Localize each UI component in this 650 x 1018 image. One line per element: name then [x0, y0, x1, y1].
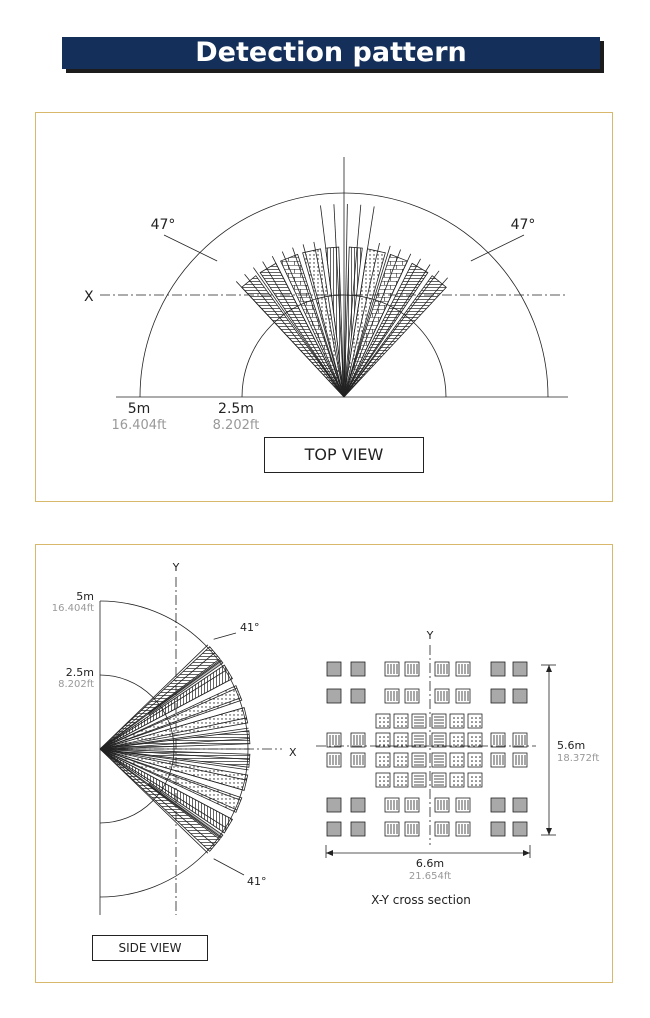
xy-cell-dot	[379, 756, 381, 758]
xy-cell-dot	[379, 780, 381, 782]
xy-cell-dot	[387, 780, 389, 782]
xy-cell-dot	[383, 776, 385, 778]
xy-cell-dot	[475, 760, 477, 762]
xy-cell-dot	[383, 721, 385, 723]
xy-cell-dot	[461, 736, 463, 738]
xy-cell-dot	[387, 721, 389, 723]
xy-cell-dot	[401, 760, 403, 762]
top-angle-right-label: 47°	[510, 217, 536, 233]
top-view-label: TOP VIEW	[264, 437, 424, 473]
xy-cell-dot	[401, 744, 403, 746]
xy-cell-dot	[457, 717, 459, 719]
xy-cell-grey	[491, 689, 505, 703]
xy-cell-dot	[475, 756, 477, 758]
top-range-inner-ft: 8.202ft	[212, 418, 260, 433]
xy-cell-dot	[383, 756, 385, 758]
xy-cell-grey	[351, 662, 365, 676]
top-range-inner-m: 2.5m	[218, 401, 254, 417]
side-axis-x-label: X	[289, 746, 297, 759]
xy-cell-dot	[457, 784, 459, 786]
xy-cell-dot	[461, 740, 463, 742]
xy-cell-dot	[383, 764, 385, 766]
xy-cell-dot	[379, 764, 381, 766]
top-angle-left-label: 47°	[150, 217, 176, 233]
xy-cell-dot	[401, 717, 403, 719]
xy-cell-dot	[379, 740, 381, 742]
side-angle-top-line	[214, 633, 236, 639]
xy-cell-dot	[475, 776, 477, 778]
xy-cell-dot	[479, 784, 481, 786]
xy-cell-dot	[475, 764, 477, 766]
xy-height-arrow-bottom	[546, 828, 552, 835]
page-title: Detection pattern	[62, 37, 600, 69]
xy-cell-dot	[387, 784, 389, 786]
xy-cell-dot	[401, 740, 403, 742]
side-axis-y-label: Y	[172, 561, 180, 574]
xy-cell-grey	[327, 798, 341, 812]
xy-cell-dot	[405, 717, 407, 719]
xy-cell-dot	[475, 784, 477, 786]
xy-cell-dot	[387, 736, 389, 738]
xy-cell-dot	[479, 721, 481, 723]
xy-cell-dot	[475, 721, 477, 723]
xy-cell-dot	[471, 725, 473, 727]
xy-cell-dot	[457, 744, 459, 746]
xy-cell-dot	[383, 780, 385, 782]
xy-cell-dot	[379, 725, 381, 727]
top-view-panel	[35, 112, 613, 502]
xy-cell-grey	[513, 689, 527, 703]
xy-cell-dot	[383, 740, 385, 742]
xy-cell-dot	[471, 717, 473, 719]
xy-cell-dot	[453, 721, 455, 723]
side-view-diagram	[36, 545, 612, 982]
xy-cell-dot	[453, 760, 455, 762]
xy-cell-dot	[475, 780, 477, 782]
xy-cell-grey	[327, 822, 341, 836]
xy-height-arrow-top	[546, 665, 552, 672]
side-view-panel	[35, 544, 613, 983]
xy-cell-dot	[405, 756, 407, 758]
xy-cell-dot	[475, 736, 477, 738]
xy-cell-dot	[475, 740, 477, 742]
top-angle-right-line	[471, 235, 524, 261]
xy-cell-dot	[461, 744, 463, 746]
xy-cell-dot	[401, 780, 403, 782]
xy-cell-dot	[401, 725, 403, 727]
xy-cell-dot	[387, 740, 389, 742]
xy-cell-grey	[491, 822, 505, 836]
xy-cell-dot	[387, 744, 389, 746]
xy-cell-dot	[397, 736, 399, 738]
xy-cell-dot	[457, 760, 459, 762]
xy-axis-y-label: Y	[426, 629, 434, 642]
xy-cell-dot	[387, 764, 389, 766]
xy-cell-dot	[453, 756, 455, 758]
xy-cell-grey	[513, 662, 527, 676]
xy-cell-dot	[471, 784, 473, 786]
xy-cell-dot	[461, 776, 463, 778]
xy-width-arrow-left	[326, 850, 333, 856]
xy-cell-dot	[405, 721, 407, 723]
xy-cell-dot	[397, 784, 399, 786]
xy-cell-dot	[475, 717, 477, 719]
xy-cell-dot	[461, 725, 463, 727]
xy-cell-dot	[405, 736, 407, 738]
xy-cell-dot	[401, 756, 403, 758]
xy-cell-grey	[327, 689, 341, 703]
xy-cell-dot	[453, 764, 455, 766]
xy-cell-dot	[397, 776, 399, 778]
xy-cell-dot	[457, 740, 459, 742]
xy-cell-dot	[387, 725, 389, 727]
xy-width-ft: 21.654ft	[408, 871, 452, 882]
xy-height-ft: 18.372ft	[557, 753, 600, 764]
xy-width-arrow-right	[523, 850, 530, 856]
xy-cell-dot	[397, 760, 399, 762]
xy-cell-dot	[397, 780, 399, 782]
xy-cell-dot	[405, 764, 407, 766]
xy-cell-dot	[461, 760, 463, 762]
side-angle-bottom-label: 41°	[247, 875, 267, 888]
side-range-outer-m: 5m	[76, 590, 94, 603]
top-axis-x-label: X	[84, 289, 94, 305]
xy-cell-dot	[453, 736, 455, 738]
xy-caption: X-Y cross section	[371, 893, 471, 907]
xy-cell-dot	[457, 736, 459, 738]
xy-cell-dot	[379, 760, 381, 762]
xy-cell-dot	[397, 725, 399, 727]
xy-cell-dot	[461, 717, 463, 719]
xy-width-m: 6.6m	[415, 857, 445, 870]
xy-cell-dot	[401, 784, 403, 786]
xy-cell-dot	[387, 717, 389, 719]
xy-cell-dot	[405, 760, 407, 762]
xy-cell-dot	[471, 764, 473, 766]
xy-cell-dot	[479, 740, 481, 742]
xy-cell-dot	[401, 764, 403, 766]
xy-cell-dot	[457, 721, 459, 723]
xy-cell-dot	[383, 717, 385, 719]
side-angle-top-label: 41°	[240, 621, 260, 634]
xy-cell-dot	[471, 776, 473, 778]
xy-cell-dot	[387, 756, 389, 758]
xy-cell-dot	[397, 764, 399, 766]
side-range-inner-m: 2.5m	[65, 666, 94, 679]
xy-cell-dot	[379, 736, 381, 738]
xy-cell-dot	[401, 776, 403, 778]
xy-cell-dot	[387, 760, 389, 762]
xy-cell-dot	[475, 725, 477, 727]
xy-cell-dot	[383, 784, 385, 786]
xy-cell-dot	[453, 776, 455, 778]
xy-cell-dot	[471, 740, 473, 742]
xy-cell-dot	[479, 717, 481, 719]
xy-cell-dot	[479, 780, 481, 782]
xy-cell-dot	[405, 744, 407, 746]
xy-cell-dot	[397, 756, 399, 758]
xy-height-m: 5.6m	[557, 739, 586, 752]
xy-cell-dot	[461, 756, 463, 758]
xy-cell-dot	[479, 776, 481, 778]
xy-cell-dot	[405, 784, 407, 786]
xy-cell-dot	[479, 744, 481, 746]
xy-cell-dot	[387, 776, 389, 778]
xy-cell-dot	[453, 725, 455, 727]
xy-cell-dot	[397, 717, 399, 719]
xy-cell-dot	[453, 717, 455, 719]
xy-cell-dot	[379, 776, 381, 778]
side-range-inner-ft: 8.202ft	[58, 679, 94, 690]
xy-cell-dot	[453, 780, 455, 782]
side-angle-bottom-line	[214, 859, 244, 875]
xy-cell-dot	[379, 784, 381, 786]
xy-cell-dot	[471, 721, 473, 723]
xy-cell-grey	[513, 822, 527, 836]
xy-cell-dot	[383, 725, 385, 727]
xy-cell-grey	[491, 798, 505, 812]
xy-cell-dot	[405, 780, 407, 782]
xy-cell-dot	[457, 780, 459, 782]
xy-cell-dot	[383, 744, 385, 746]
xy-cell-dot	[457, 764, 459, 766]
xy-cell-dot	[457, 776, 459, 778]
xy-cell-dot	[379, 721, 381, 723]
xy-cell-grey	[513, 798, 527, 812]
xy-cell-dot	[479, 760, 481, 762]
xy-cell-dot	[405, 740, 407, 742]
xy-cell-grey	[351, 689, 365, 703]
xy-cell-dot	[457, 756, 459, 758]
xy-cell-dot	[471, 760, 473, 762]
xy-cell-dot	[379, 717, 381, 719]
xy-cell-dot	[471, 744, 473, 746]
xy-cell-dot	[379, 744, 381, 746]
xy-cell-dot	[479, 736, 481, 738]
xy-cell-dot	[397, 740, 399, 742]
xy-cell-dot	[383, 736, 385, 738]
xy-cell-dot	[453, 784, 455, 786]
xy-cell-dot	[397, 744, 399, 746]
xy-cell-dot	[479, 756, 481, 758]
xy-cell-dot	[461, 784, 463, 786]
xy-cell-dot	[479, 725, 481, 727]
xy-cell-dot	[401, 736, 403, 738]
side-view-label: SIDE VIEW	[92, 935, 208, 961]
xy-cell-dot	[461, 780, 463, 782]
xy-cell-grey	[351, 798, 365, 812]
xy-cell-dot	[405, 776, 407, 778]
xy-cell-grey	[351, 822, 365, 836]
xy-cell-dot	[453, 744, 455, 746]
xy-cell-dot	[397, 721, 399, 723]
xy-cell-dot	[461, 764, 463, 766]
top-angle-left-line	[164, 235, 217, 261]
xy-cell-dot	[405, 725, 407, 727]
side-range-outer-ft: 16.404ft	[51, 603, 94, 614]
xy-cross-section-grid	[327, 662, 527, 836]
xy-cell-grey	[327, 662, 341, 676]
top-range-outer-m: 5m	[127, 401, 151, 417]
xy-cell-dot	[457, 725, 459, 727]
xy-cell-dot	[453, 740, 455, 742]
xy-cell-grey	[491, 662, 505, 676]
xy-cell-dot	[479, 764, 481, 766]
xy-cell-dot	[461, 721, 463, 723]
xy-cell-dot	[401, 721, 403, 723]
top-range-outer-ft: 16.404ft	[111, 418, 167, 433]
xy-cell-dot	[383, 760, 385, 762]
xy-cell-dot	[471, 736, 473, 738]
xy-cell-dot	[471, 780, 473, 782]
xy-cell-dot	[475, 744, 477, 746]
xy-cell-dot	[471, 756, 473, 758]
